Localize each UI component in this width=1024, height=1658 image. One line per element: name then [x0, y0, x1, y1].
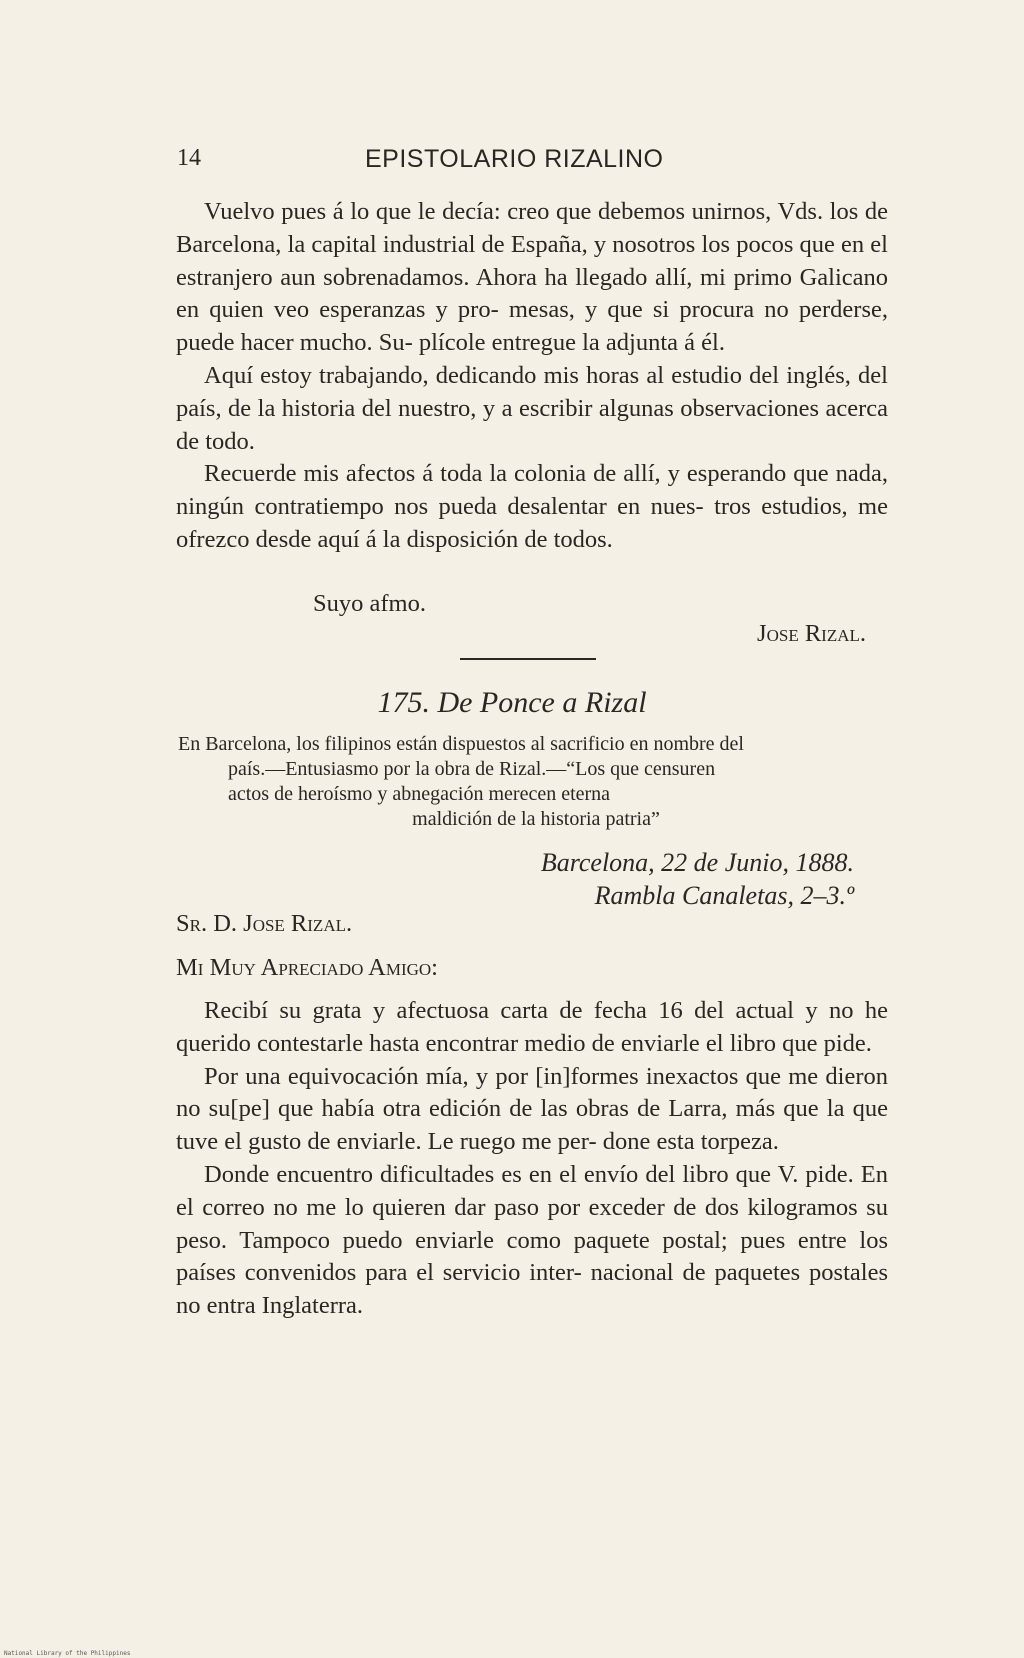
- running-title: EPISTOLARIO RIZALINO: [365, 145, 664, 173]
- date-line: Barcelona, 22 de Junio, 1888.: [540, 848, 854, 877]
- paragraph: Por una equivocación mía, y por [in]formes inexactos que me dieron no su[pe] que había otra edición de las obras de Larra, más que la que tuve el gusto de enviarle. Le ruego me per- done esta torpeza.: [176, 1062, 888, 1156]
- summary-line: maldición de la historia patria”: [412, 808, 660, 830]
- section-divider: [460, 658, 596, 660]
- scan-credit: National Library of the Philippines: [4, 1650, 131, 1657]
- paragraph: Donde encuentro dificultades es en el envío del libro que V. pide. En el correo no me lo quieren dar paso por exceder de dos kilogramos su peso. Tampoco puedo enviarle como paquete postal; pues entre los países convenidos para el servicio inter- nacional de paquetes postales no entra Inglaterra.: [176, 1160, 888, 1320]
- letter-title: 175. De Ponce a Rizal: [377, 686, 647, 719]
- summary-line: En Barcelona, los filipinos están dispuestos al sacrificio en nombre del: [178, 733, 744, 755]
- closing: Suyo afmo.: [313, 590, 426, 617]
- signature: Jose Rizal.: [757, 620, 866, 647]
- paragraph: Vuelvo pues á lo que le decía: creo que debemos unirnos, Vds. los de Barcelona, la capital industrial de España, y nosotros los pocos que en el estranjero aun sobrenadamos. Ahora ha llegado allí, mi primo Galicano en quien veo esperanzas y pro- mesas, y que si procura no perderse, puede hacer mucho. Su- plícole entregue la adjunta á él.: [176, 198, 888, 357]
- paragraph: Recibí su grata y afectuosa carta de fecha 16 del actual y no he querido contestarle hasta encontrar medio de enviarle el libro que pide.: [176, 997, 888, 1057]
- recipient: Sr. D. Jose Rizal.: [176, 910, 353, 937]
- letter-body: [176, 995, 888, 1323]
- previous-letter-body: [176, 196, 888, 557]
- summary-line: actos de heroísmo y abnegación merecen eterna: [228, 783, 611, 805]
- address-line: Rambla Canaletas, 2–3.º: [594, 881, 854, 910]
- paragraph: Aquí estoy trabajando, dedicando mis horas al estudio del inglés, del país, de la historia del nuestro, y a escribir algunas observaciones acerca de todo.: [176, 361, 888, 455]
- page-number: 14: [177, 145, 201, 171]
- salutation: Mi Muy Apreciado Amigo:: [176, 954, 438, 981]
- paragraph: Recuerde mis afectos á toda la colonia de allí, y esperando que nada, ningún contratiempo nos pueda desalentar en nues- tros estudios, me ofrezco desde aquí á la disposición de todos.: [176, 460, 888, 553]
- letter-summary: [178, 732, 894, 832]
- summary-line: país.—Entusiasmo por la obra de Rizal.—“Los que censuren: [228, 758, 716, 780]
